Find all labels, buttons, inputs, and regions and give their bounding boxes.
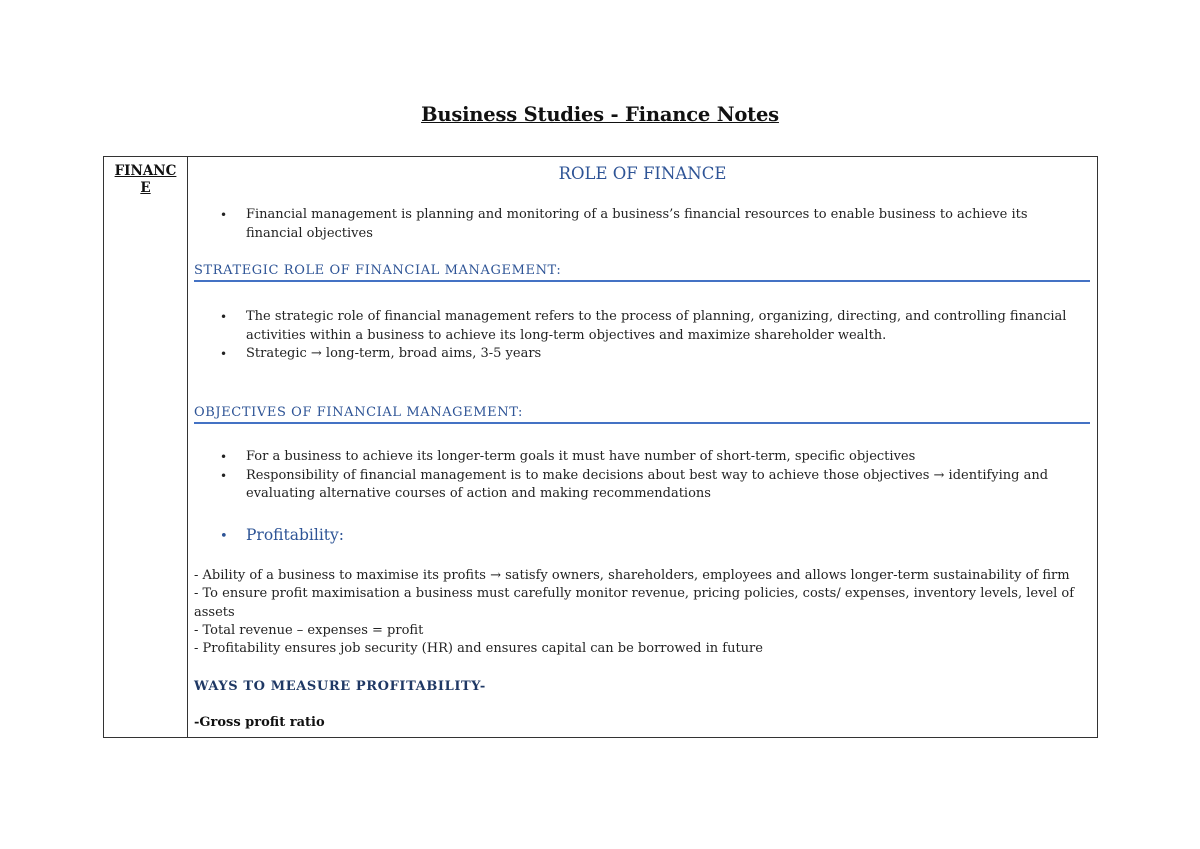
measure-profitability-heading: WAYS TO MEASURE PROFITABILITY- [194, 679, 486, 694]
list-item: - Profitability ensures job security (HR) and ensures capital can be borrowed in future [194, 641, 763, 657]
list-item: • Responsibility of financial management is to make decisions about best way to achieve those objectives → identifying and evaluating alternative courses of action and making recommendations [220, 467, 1049, 501]
intro-bullet-list [220, 206, 1077, 243]
profitability-label: Profitability: [246, 526, 344, 544]
bullet-icon: • [220, 529, 228, 544]
notes-table [103, 156, 1098, 738]
page-title: Business Studies - Finance Notes [421, 103, 779, 126]
strategic-role-heading: STRATEGIC ROLE OF FINANCIAL MANAGEMENT: [194, 263, 1090, 282]
bullet-icon: • [220, 310, 228, 324]
role-of-finance-heading: ROLE OF FINANCE [558, 164, 727, 183]
list-item: - Total revenue – expenses = profit [194, 622, 424, 638]
list-item: • The strategic role of financial management refers to the process of planning, organizing, directing, and controlling financial activities within a business to achieve its long-term objectives and maximize shareholder wealth. [220, 309, 1067, 343]
objectives-heading: OBJECTIVES OF FINANCIAL MANAGEMENT: [194, 405, 1090, 424]
list-item: • Strategic → long-term, broad aims, 3-5 years [220, 345, 1077, 364]
bullet-icon: • [220, 208, 228, 222]
list-item: • Financial management is planning and monitoring of a business’s financial resources to enable business to achieve its financial objectives [220, 207, 1028, 241]
list-item: - To ensure profit maximisation a business must carefully monitor revenue, pricing policies, costs/ expenses, inventory levels, level of assets [194, 586, 1075, 620]
bullet-icon: • [220, 347, 228, 361]
subject-column [104, 157, 188, 737]
strategic-bullet-list [220, 308, 1077, 364]
subject-label: FINANC E [114, 163, 177, 196]
bullet-icon: • [220, 450, 228, 464]
list-item: - Ability of a business to maximise its profits → satisfy owners, shareholders, employees and allows longer-term sustainability of firm [194, 568, 1070, 583]
bullet-icon: • [220, 468, 228, 483]
profitability-item [220, 526, 344, 544]
objectives-bullet-list [220, 448, 1077, 504]
list-item: • For a business to achieve its longer-term goals it must have number of short-term, specific objectives [220, 448, 1077, 467]
profitability-points [194, 567, 1087, 658]
notes-content [188, 157, 1097, 737]
gross-profit-ratio-label: -Gross profit ratio [194, 715, 325, 730]
